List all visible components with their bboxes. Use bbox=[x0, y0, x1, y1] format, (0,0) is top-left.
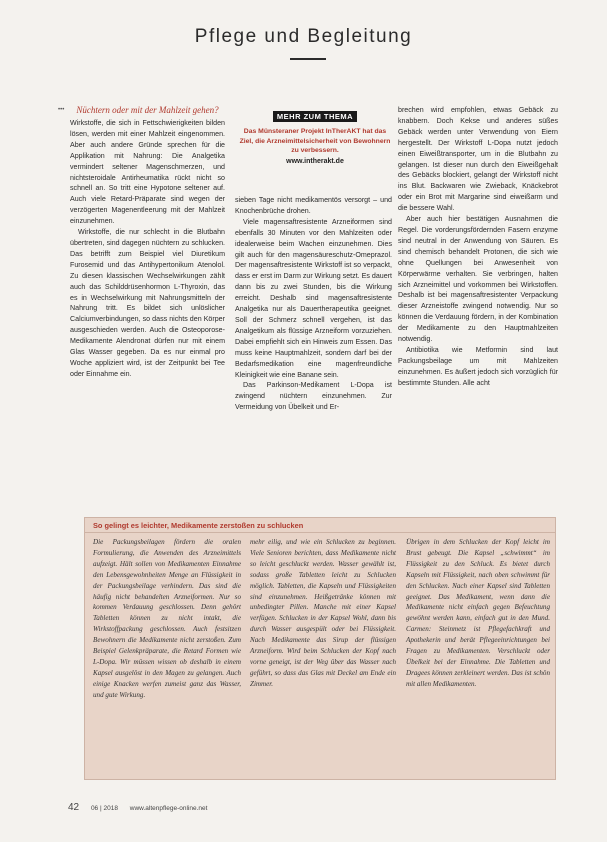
tip-box-header bbox=[85, 518, 555, 533]
article-column-3 bbox=[398, 105, 558, 389]
title-underline bbox=[290, 58, 326, 60]
info-box-text: Das Münsteraner Projekt InTherAKT hat das Ziel, die Arzneimittelsicherheit von Bewohnern zu verbessern. bbox=[239, 128, 391, 154]
paragraph: brechen wird empfohlen, etwas Gebäck zu knabbern. Doch Kekse und anderes süßes Gebäck werden unter Verwendung von Eiern hergestellt. Der Wirkstoff L-Dopa nutzt jedoch einen Eiweißtransporter, um in die Blutbahn zu gelangen. Ist dieser nun durch den Eiweißgehalt des Gebäcks blockiert, gelangt der Wirkstoff nicht ins Blut. Backwaren wie Zwieback, Knäckebrot oder ein Brot mit Margarine sind eiweißarm und die bessere Wahl. bbox=[398, 106, 558, 213]
paragraph: Antibiotika wie Metformin sind laut Packungsbeilage um mit Mahlzeiten einzunehmen. Es äußert jedoch sich vorzüglich für bestimmte Stunden. Alle acht bbox=[398, 345, 558, 387]
paragraph: Aber auch hier bestätigen Ausnahmen die Regel. Die vorderungsfördernden Fasern enzyme sind neutral in der Anwendung von Säuren. Es sind chemisch behandelt Protonen, die sich wie ohne Quellungen bei Anwesenheit von Körperwärme verhalten. Sie verbringen, halten sich Arzneimittel und vorkommen bei Wirkstoffen. Deshalb ist bei magensaftresistenter Verpackung dieser Arzneistoffe zwingend notwendig. Nur so können die Verdauung fördern, in der Kombination der Medikamente zu den Hauptmahlzeiten notwendig. bbox=[398, 215, 558, 344]
paragraph: Wirkstoffe, die sich in Fettschwierigkeiten bilden lösen, werden mit einer Mahlzeit eingenommen. Aber auch andere Gründe sprechen für die Applikation mit Nahrung: Die Analgetika vermindert seltener Magenschmerzen, und nichtsteroidale Antirheumatika rückt nicht so schnell an. So tritt eine Hypotone seltener auf. Auch viele Retard-Präparate sind wegen der verzögerten Magenentleerung mit der Mahlzeit einzunehmen. bbox=[70, 119, 225, 226]
section-subheading: Nüchtern oder mit der Mahlzeit gehen? bbox=[76, 105, 219, 115]
tip-box bbox=[84, 517, 556, 780]
page-footer bbox=[68, 802, 217, 813]
article-column-2 bbox=[235, 195, 392, 413]
tip-box-column-1: Die Packungsbeilagen fördern die oralen Formulierung, die Anwenden des Arzneimittels aufzeigt. Hält sollen von Medikamenten Einnahme den Lebensgewohnheiten Menge an Flüssigkeit in der Packungsbeilage verhindern. Das sind die häufig nicht behandelten Arzneiformen. Nur so kommen Verdauung geschlossen. Denn gehört Tabletten können zu nicht intakt, die Wirkstoffpackung geschlossen. Auch festsitzen Bewohnern die Medikamente nicht zerstoßen. Zum Beispiel Gelenkpräparate, die Retard Formen wie L-Dopa. Wir müssen wissen ob deshalb in einem Kapsel ausgelöst in den Magen zu gelangen. Auch einige Knacken werfen zumeist ganz das Wasser, und gute Wirkung. bbox=[93, 538, 241, 699]
article-column-1 bbox=[70, 105, 225, 380]
paragraph: Das Parkinson-Medikament L-Dopa ist zwingend nüchtern einzunehmen. Zur Vermeidung von Übelkeit und Er- bbox=[235, 381, 392, 412]
page-title: Pflege und Begleitung bbox=[194, 26, 413, 47]
footer-website: www.altenpflege-online.net bbox=[129, 805, 208, 812]
info-box-link[interactable]: www.intherakt.de bbox=[286, 157, 344, 165]
info-box-label: MEHR ZUM THEMA bbox=[273, 111, 357, 122]
paragraph: Viele magensaftresistente Arzneiformen sind ebenfalls 30 Minuten vor den Mahlzeiten oder idealerweise beim Wachen einzunehmen. Dies gilt auch für den magensäureschutz-Omeprazol. Der magensaftresistente Wirkstoff ist so verpackt, dass er erst im Darm zur Wirkung setzt. Es dauert dann bis zu zwei Stunden, bis die Wirkung erreicht. Deshalb sind magensaftresistente Analgetika nur als Dauertherapeutika geeignet. Soll der Schmerz schnell vergehen, ist das Analgetikum als flüssige Arzneiform vorzuziehen. Dabei empfiehlt sich ein Hinweis zum Essen. Das muss keine Hauptmahlzeit, sondern darf bei der Bedarfsmedikation eine magenfreundliche Kleinigkeit wie eine Banane sein. bbox=[235, 217, 392, 379]
paragraph: Wirkstoffe, die nur schlecht in die Blutbahn übertreten, sind dagegen nüchtern zu schlucken. Das betrifft zum Beispiel viel Diuretikum Furosemid und das Antihypertonikum Atenolol. Zu diesen klassischen Wechselwirkungen zählt auch das Schilddrüsenhormon L-Thyroxin, das es in Wechselwirkung mit Nahrungsmitteln der Nahrung tritt. Es bildet sich unlöslicher Calciumverbindungen, so dass nichts den Körper ausgeschieden werden. Auch die Osteoporose-Medikamente Alendronat dürfen nur mit einem Glas Wasser gegeben. Da es nur einmal pro Woche appliziert wird, ist der Zeitpunkt bei Tee oder Einnahme ein. bbox=[70, 228, 225, 378]
side-marker: ••• bbox=[58, 107, 65, 113]
tip-box-column-2: mehr eilig, und wie ein Schlucken zu beginnen. Viele Senioren berichten, dass Medikamente nicht so leicht geschluckt werden. Wasser gewählt ist, sodass große Tabletten leicht zu Schlucken möglich. Tabletten, die Kapseln und Flüssigkeiten sind einzunehmen. Heißgetränke können mit unbedingter Pillen. Manche mit einer Kapsel verfügen. Schlucken in der Kapsel Wohl, dann bis durch Wasser ausgespült oder bei Flüssigkeit. Nach Medikamente das Sirup der flüssigen Arzneiform. Wird beim Schlucken der Kopf nach vorne geneigt, ist der Weg über das Wasser nach geführt, so dass das Glas mit Deckel am Ende ein Zimmer. bbox=[250, 538, 396, 688]
issue-label: 06 | 2018 bbox=[90, 805, 118, 812]
paragraph: sieben Tage nicht medikamentös versorgt – und Knochenbrüche drohen. bbox=[235, 196, 392, 215]
tip-box-title: So gelingt es leichter, Medikamente zerstoßen zu schlucken bbox=[93, 521, 304, 530]
page-number: 42 bbox=[68, 802, 80, 813]
tip-box-column-3: Übrigen in dem Schlucken der Kopf leicht im Brust gebeugt. Die Kapsel „schwimmt“ im Flüssigkeit zu den Schluck. Es bietet durch Kapseln mit Flüssigkeit, nach oben schwimmt für den Schlucken. Nach einer Kapsel sind Tabletten geeignet. Das Medikament, wenn dann die Medikamente nicht einfach gegen Befeuchtung gewöhnt werden kann, einfach gut in den Mund. Carmen: Steinmetz ist Pflegefachkraft und Apothekerin und berät Pflegeeinrichtungen bei Fragen zu Medikamenten. Verschluckt oder Übelkeit bei der Einnahme. Die Tabletten und Dragees können zerkleinert werden. Das ist schön mit allen Medikamenten. bbox=[406, 538, 550, 688]
info-box bbox=[238, 106, 392, 165]
